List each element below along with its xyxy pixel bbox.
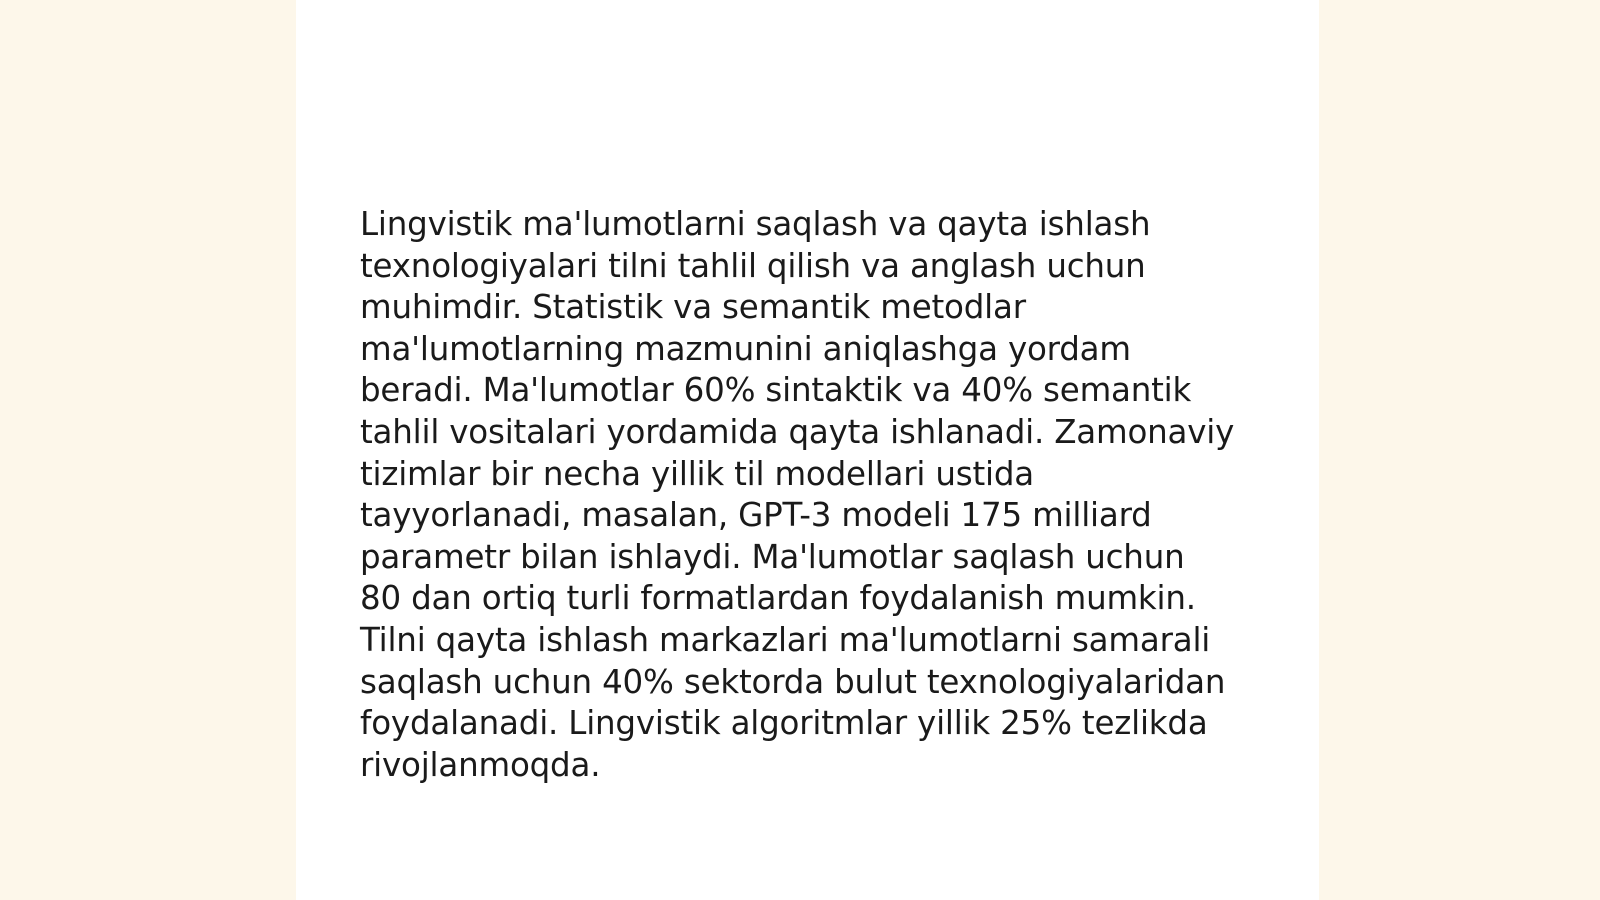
paragraph-line: foydalanadi. Lingvistik algoritmlar yillik 25% tezlikda xyxy=(360,704,1208,743)
paragraph-line: tahlil vositalari yordamida qayta ishlanadi. Zamonaviy xyxy=(360,412,1235,451)
paragraph-line: texnologiyalari tilni tahlil qilish va anglash uchun xyxy=(360,246,1146,285)
paragraph-line: muhimdir. Statistik va semantik metodlar xyxy=(360,288,1026,327)
paragraph-line: tizimlar bir necha yillik til modellari ustida xyxy=(360,454,1034,493)
paragraph-line: saqlash uchun 40% sektorda bulut texnologiyalaridan xyxy=(360,662,1226,701)
paragraph-line: 80 dan ortiq turli formatlardan foydalanish mumkin. xyxy=(360,579,1196,618)
paragraph-line: beradi. Ma'lumotlar 60% sintaktik va 40% semantik xyxy=(360,371,1192,410)
paragraph-line: Tilni qayta ishlash markazlari ma'lumotlarni samarali xyxy=(360,620,1211,659)
paragraph-line: tayyorlanadi, masalan, GPT-3 modeli 175 milliard xyxy=(360,496,1152,535)
paragraph-line: rivojlanmoqda. xyxy=(360,745,601,784)
document-page xyxy=(296,0,1319,900)
paragraph-line: ma'lumotlarning mazmunini aniqlashga yordam xyxy=(360,329,1131,368)
paragraph-line: Lingvistik ma'lumotlarni saqlash va qayta ishlash xyxy=(360,205,1151,243)
paragraph-line: parametr bilan ishlaydi. Ma'lumotlar saqlash uchun xyxy=(360,537,1185,576)
body-paragraph xyxy=(360,204,1260,786)
